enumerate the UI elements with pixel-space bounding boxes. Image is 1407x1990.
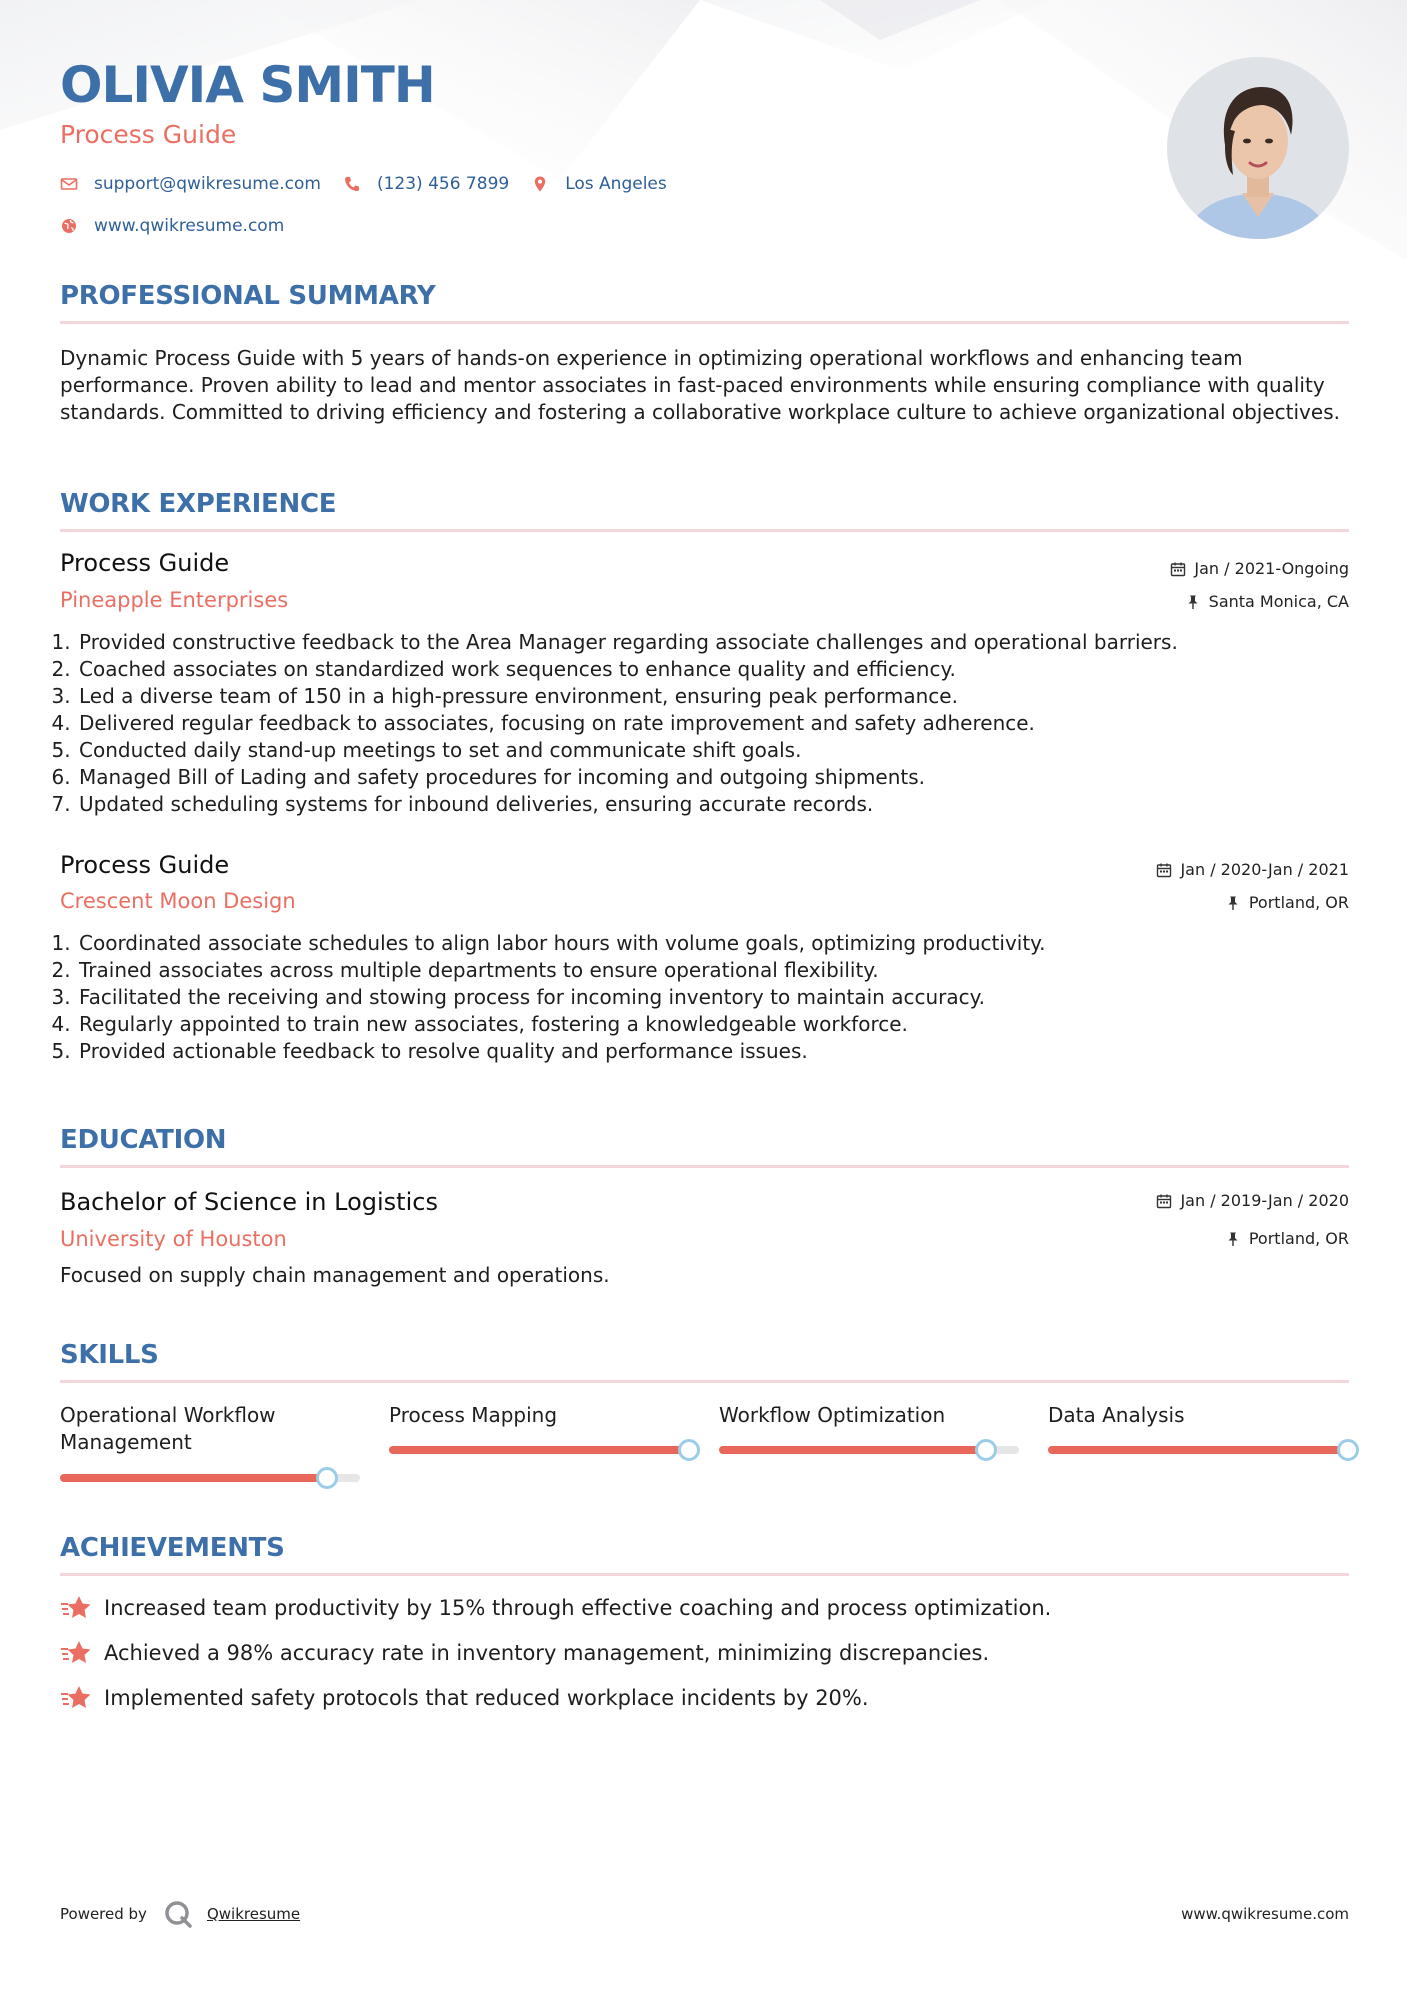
section-divider [60, 1165, 1349, 1168]
education-location-text: Portland, OR [1248, 1229, 1349, 1248]
profile-photo [1167, 57, 1349, 239]
job-title: Process Guide [60, 851, 230, 879]
skill-name: Process Mapping [389, 1403, 558, 1427]
list-item: 2. Trained associates across multiple departments to ensure operational flexibility. [77, 957, 1374, 984]
list-item: 2. Coached associates on standardized work sequences to enhance quality and efficiency. [77, 656, 1374, 683]
skill-item [1048, 1402, 1348, 1429]
candidate-role: Process Guide [60, 120, 237, 149]
achievement-text: Achieved a 98% accuracy rate in inventory management, minimizing discrepancies. [104, 1641, 990, 1665]
skill-meter-knob [975, 1439, 997, 1461]
list-item: 7. Updated scheduling systems for inbound deliveries, ensuring accurate records. [77, 791, 1374, 818]
achievement-text: Increased team productivity by 15% through effective coaching and process optimization. [104, 1596, 1052, 1620]
globe-icon [60, 217, 78, 235]
candidate-name: OLIVIA SMITH [60, 56, 435, 114]
calendar-icon [1170, 561, 1186, 577]
section-divider [60, 1573, 1349, 1576]
contact-phone[interactable] [343, 174, 509, 194]
list-item: 3. Facilitated the receiving and stowing process for incoming inventory to maintain accuracy. [77, 984, 1374, 1011]
job-location-text: Santa Monica, CA [1208, 592, 1349, 611]
list-item: 1. Provided constructive feedback to the Area Manager regarding associate challenges and operational barriers. [77, 629, 1374, 656]
achievement-item [60, 1639, 989, 1667]
skill-meter [1048, 1446, 1348, 1454]
summary-text: Dynamic Process Guide with 5 years of hands-on experience in optimizing operational workflows and enhancing team performance. Proven ability to lead and mentor associates in fast-paced environments while ensuring compliance with quality standards. Committed to driving efficiency and fostering a collaborative workplace culture to achieve organizational objectives. [60, 346, 1340, 424]
skill-meter-fill [60, 1474, 327, 1482]
skill-item [60, 1402, 360, 1456]
star-icon [60, 1639, 92, 1667]
email-text: support@qwikresume.com [94, 174, 321, 194]
skill-name: Workflow Optimization [719, 1403, 946, 1427]
skill-meter-fill [719, 1446, 986, 1454]
list-item: 1. Coordinated associate schedules to align labor hours with volume goals, optimizing productivity. [77, 930, 1374, 957]
powered-by-label: Powered by [60, 1905, 147, 1923]
list-item: 5. Conducted daily stand-up meetings to set and communicate shift goals. [77, 737, 1374, 764]
pushpin-icon [1185, 594, 1201, 610]
website-text: www.qwikresume.com [94, 216, 285, 236]
education-dates-text: Jan / 2019-Jan / 2020 [1180, 1191, 1349, 1210]
job-company: Pineapple Enterprises [60, 588, 289, 612]
section-divider [60, 321, 1349, 324]
job-dates-text: Jan / 2020-Jan / 2021 [1180, 860, 1349, 879]
job-dates [1170, 559, 1349, 578]
achievement-text: Implemented safety protocols that reduced workplace incidents by 20%. [104, 1686, 869, 1710]
achievement-item [60, 1594, 1051, 1622]
skill-meter [389, 1446, 689, 1454]
skill-item [389, 1402, 689, 1429]
pushpin-icon [1225, 895, 1241, 911]
job-location-text: Portland, OR [1248, 893, 1349, 912]
list-item: 6. Managed Bill of Lading and safety procedures for incoming and outgoing shipments. [77, 764, 1374, 791]
star-icon [60, 1684, 92, 1712]
job-dates-text: Jan / 2021-Ongoing [1194, 559, 1349, 578]
portrait-illustration [1167, 57, 1349, 239]
contact-row-secondary [60, 216, 306, 236]
calendar-icon [1156, 862, 1172, 878]
contact-email[interactable] [60, 174, 321, 194]
job-location [1185, 592, 1349, 611]
footer-site-link[interactable]: www.qwikresume.com [1181, 1905, 1349, 1923]
skill-item [719, 1402, 1019, 1429]
contact-website[interactable] [60, 216, 284, 236]
skill-meter-fill [389, 1446, 689, 1454]
skill-meter-knob [678, 1439, 700, 1461]
phone-icon [343, 175, 361, 193]
job-dates [1156, 860, 1349, 879]
skill-meter [719, 1446, 1019, 1454]
skill-name: Data Analysis [1048, 1403, 1185, 1427]
phone-text: (123) 456 7899 [376, 174, 510, 194]
section-title-achievements: ACHIEVEMENTS [60, 1533, 285, 1563]
education-location [1225, 1229, 1349, 1248]
job-bullets [52, 930, 1374, 1065]
map-pin-icon [531, 175, 549, 193]
calendar-icon [1156, 1193, 1172, 1209]
education-dates [1156, 1191, 1349, 1210]
envelope-icon [60, 175, 78, 193]
pushpin-icon [1225, 1231, 1241, 1247]
list-item: 5. Provided actionable feedback to resolve quality and performance issues. [77, 1038, 1374, 1065]
skill-name: Operational Workflow Management [60, 1403, 276, 1454]
section-divider [60, 529, 1349, 532]
job-location [1225, 893, 1349, 912]
skill-meter-fill [1048, 1446, 1348, 1454]
job-title: Process Guide [60, 549, 230, 577]
job-company: Crescent Moon Design [60, 889, 296, 913]
list-item: 3. Led a diverse team of 150 in a high-pressure environment, ensuring peak performance. [77, 683, 1374, 710]
section-title-skills: SKILLS [60, 1340, 159, 1370]
education-school: University of Houston [60, 1227, 287, 1251]
section-title-experience: WORK EXPERIENCE [60, 489, 337, 519]
star-icon [60, 1594, 92, 1622]
education-degree: Bachelor of Science in Logistics [60, 1188, 438, 1216]
skill-meter-knob [316, 1467, 338, 1489]
achievement-item [60, 1684, 869, 1712]
list-item: 4. Regularly appointed to train new associates, fostering a knowledgeable workforce. [77, 1011, 1374, 1038]
footer-powered-by [60, 1899, 300, 1929]
qwikresume-logo-icon [163, 1899, 193, 1929]
list-item: 4. Delivered regular feedback to associates, focusing on rate improvement and safety adherence. [77, 710, 1374, 737]
brand-link[interactable]: Qwikresume [206, 1905, 301, 1923]
skill-meter-knob [1337, 1439, 1359, 1461]
section-title-summary: PROFESSIONAL SUMMARY [60, 281, 436, 311]
job-bullets [52, 629, 1374, 818]
education-description: Focused on supply chain management and operations. [60, 1263, 610, 1287]
location-text: Los Angeles [565, 174, 667, 194]
section-divider [60, 1380, 1349, 1383]
section-title-education: EDUCATION [60, 1125, 227, 1155]
contact-location [531, 174, 667, 194]
contact-row-primary [60, 174, 689, 194]
skill-meter [60, 1474, 360, 1482]
